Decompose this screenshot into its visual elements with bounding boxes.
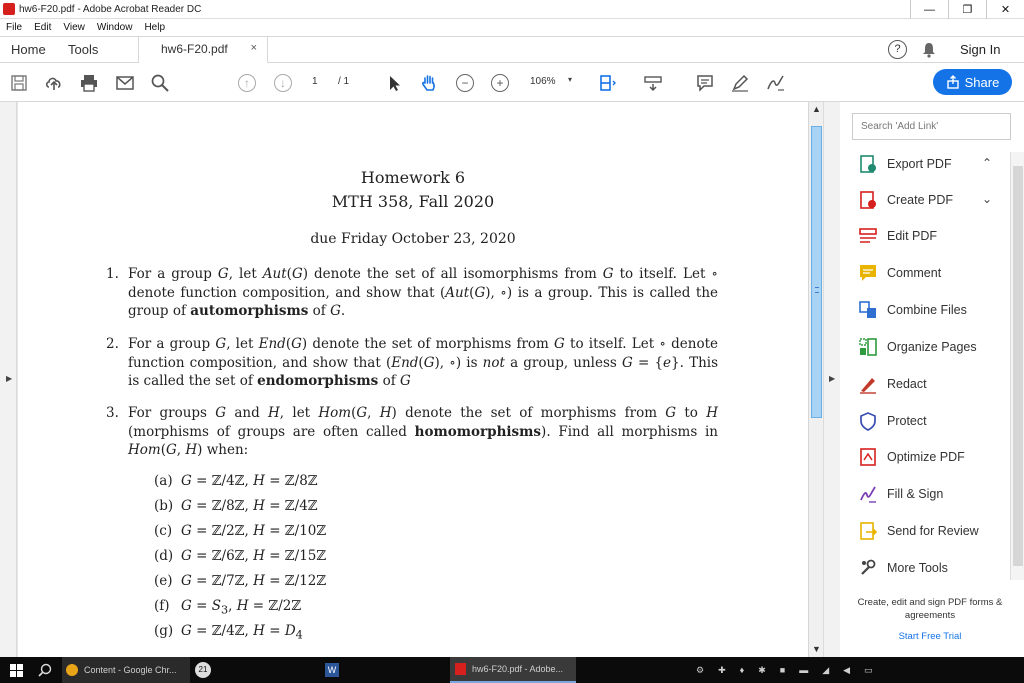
network-icon[interactable]: ◢ xyxy=(822,664,830,675)
part-label: (a) xyxy=(154,473,173,489)
tool-label: Protect xyxy=(887,414,927,428)
tab-tools[interactable]: Tools xyxy=(68,42,99,57)
acrobat-taskbar-icon xyxy=(455,663,466,675)
page-number-input[interactable]: 1 xyxy=(312,76,318,87)
part-e xyxy=(154,573,326,589)
doc-due-date: due Friday October 23, 2020 xyxy=(310,231,516,247)
tools-pane-scrollbar[interactable] xyxy=(1010,152,1024,580)
problem-2 xyxy=(106,335,719,391)
zoom-level[interactable]: 106% xyxy=(530,76,556,87)
part-g xyxy=(154,623,303,642)
zoom-dropdown-icon[interactable]: ▾ xyxy=(568,75,573,84)
expand-left-pane-icon[interactable]: ▶ xyxy=(6,374,13,383)
comment-tool-icon[interactable] xyxy=(695,73,715,93)
organize-pages-icon xyxy=(858,337,878,357)
tray-icon[interactable]: ⚙ xyxy=(696,664,705,675)
left-nav-pane-toggle[interactable] xyxy=(0,102,17,657)
restore-button[interactable]: ❐ xyxy=(948,0,986,19)
acrobat-app-icon xyxy=(3,3,15,15)
tools-search-input[interactable]: Search 'Add Link' xyxy=(852,113,1011,140)
system-tray xyxy=(696,657,873,683)
collapse-right-pane-icon[interactable]: ▶ xyxy=(829,374,836,383)
word-icon: W xyxy=(325,663,339,677)
page-total: / 1 xyxy=(338,76,350,87)
tool-label: Send for Review xyxy=(887,524,979,538)
taskbar-chrome-label: Content - Google Chr... xyxy=(84,665,177,675)
hand-tool-icon[interactable] xyxy=(419,73,439,93)
scrollbar-grip-icon xyxy=(815,287,819,293)
previous-page-icon[interactable]: ↑ xyxy=(238,74,256,92)
tray-icon[interactable]: ▬ xyxy=(799,665,809,675)
part-b xyxy=(154,498,318,514)
start-free-trial-link[interactable]: Start Free Trial xyxy=(898,631,962,642)
tool-redact[interactable] xyxy=(858,374,1008,396)
part-label: (c) xyxy=(154,523,173,539)
taskbar-search-icon[interactable] xyxy=(38,663,52,677)
share-label: Share xyxy=(964,74,1000,90)
taskbar-word[interactable] xyxy=(325,657,339,683)
print-icon[interactable] xyxy=(79,73,99,93)
taskbar-badge-app[interactable] xyxy=(195,657,211,683)
document-scrollbar[interactable] xyxy=(808,102,823,657)
read-mode-icon[interactable] xyxy=(643,73,663,93)
optimize-pdf-icon xyxy=(858,447,878,467)
taskbar-acrobat[interactable] xyxy=(450,657,576,683)
doc-course: MTH 358, Fall 2020 xyxy=(331,192,495,211)
send-review-icon xyxy=(858,521,878,541)
taskbar-acrobat-label: hw6-F20.pdf - Adobe... xyxy=(472,664,564,674)
volume-icon[interactable]: ◀ xyxy=(843,664,851,675)
sign-icon[interactable] xyxy=(766,73,786,93)
tool-label: Organize Pages xyxy=(887,340,977,354)
more-tools-icon xyxy=(858,558,878,578)
create-pdf-icon xyxy=(858,190,878,210)
select-cursor-icon[interactable] xyxy=(384,73,404,93)
problem-text: For a group G, let End(G) denote the set of morphisms from G to itself. Let ∘ denote function composition, and show that (End(G), ∘) is not a group, unless G = {e}. This is called the set of endomorphisms of G xyxy=(128,336,719,389)
tool-more-tools[interactable] xyxy=(858,558,1008,580)
title-bar xyxy=(0,0,1024,19)
tool-create-pdf[interactable] xyxy=(858,190,1008,212)
scroll-up-icon[interactable]: ▲ xyxy=(812,104,821,114)
export-pdf-icon xyxy=(858,154,878,174)
protect-icon xyxy=(858,411,878,431)
part-text: G = ℤ/4ℤ, H = ℤ/8ℤ xyxy=(181,473,318,489)
tool-label: Redact xyxy=(887,377,927,391)
close-tab-icon[interactable]: × xyxy=(250,42,257,54)
windows-taskbar xyxy=(0,657,1024,683)
toolbar xyxy=(0,63,1024,102)
page-display-icon[interactable] xyxy=(598,73,618,93)
part-text: G = ℤ/4ℤ, $H = D_4$ xyxy=(181,623,303,642)
part-label: (e) xyxy=(154,573,173,589)
part-text: $G = S_3$, H = ℤ/2ℤ xyxy=(181,598,302,617)
menu-help[interactable]: Help xyxy=(144,22,166,33)
minimize-button[interactable]: — xyxy=(910,0,948,19)
window-title: hw6-F20.pdf - Adobe Acrobat Reader DC xyxy=(19,3,202,15)
tab-document[interactable] xyxy=(138,37,268,63)
upload-cloud-icon[interactable] xyxy=(44,73,64,93)
tool-edit-pdf[interactable] xyxy=(858,226,1008,248)
fill-sign-icon xyxy=(858,484,878,504)
highlight-pen-icon[interactable] xyxy=(730,73,750,93)
part-f xyxy=(154,598,301,617)
tool-label: Optimize PDF xyxy=(887,450,965,464)
tab-document-label: hw6-F20.pdf xyxy=(161,42,228,56)
bluetooth-icon[interactable]: ✱ xyxy=(758,664,766,675)
tool-fill-sign[interactable] xyxy=(858,484,1008,506)
promo-text: Create, edit and sign PDF forms & agreements xyxy=(857,597,1003,621)
comment-icon xyxy=(858,263,878,283)
tool-label: Edit PDF xyxy=(887,229,938,243)
zoom-in-icon[interactable]: + xyxy=(491,74,509,92)
menu-file[interactable]: File xyxy=(6,22,23,33)
zoom-out-icon[interactable]: − xyxy=(456,74,474,92)
taskbar-chrome[interactable] xyxy=(62,657,190,683)
part-label: (g) xyxy=(154,623,174,639)
combine-files-icon xyxy=(858,300,878,320)
chevron-up-icon[interactable]: ⌃ xyxy=(982,156,993,170)
tool-send-for-review[interactable] xyxy=(858,521,1008,543)
taskbar-badge: 21 xyxy=(195,662,211,678)
tab-home[interactable]: Home xyxy=(11,42,46,57)
help-icon[interactable]: ? xyxy=(888,40,907,59)
part-text: G = ℤ/8ℤ, H = ℤ/4ℤ xyxy=(181,498,318,514)
part-text: G = ℤ/2ℤ, H = ℤ/10ℤ xyxy=(181,523,327,539)
chevron-down-icon[interactable]: ⌄ xyxy=(982,192,993,206)
windows-start-icon[interactable] xyxy=(10,664,23,677)
tool-label: Create PDF xyxy=(887,193,953,207)
tool-label: More Tools xyxy=(887,561,948,575)
problem-number: 3. xyxy=(106,405,119,421)
doc-title: Homework 6 xyxy=(360,168,466,187)
problem-text: For groups G and H, let Hom(G, H) denote the set of morphisms from G to H (morphisms of groups are often called homomorphisms). Find all morphisms in Hom(G, H) when: xyxy=(128,405,718,458)
part-text: G = ℤ/7ℤ, H = ℤ/12ℤ xyxy=(181,573,327,589)
problem-number: 2. xyxy=(106,336,119,352)
tool-organize-pages[interactable] xyxy=(858,337,1008,359)
close-window-button[interactable]: ✕ xyxy=(986,0,1024,19)
redact-icon xyxy=(858,374,878,394)
sign-in-button[interactable]: Sign In xyxy=(960,42,1001,57)
scrollbar-thumb[interactable] xyxy=(811,126,822,418)
pdf-page xyxy=(18,102,808,657)
tools-scrollbar-thumb[interactable] xyxy=(1013,166,1023,566)
part-label: (f) xyxy=(154,598,170,614)
edit-pdf-icon xyxy=(858,226,878,246)
search-icon[interactable] xyxy=(150,73,170,93)
problem-3 xyxy=(106,404,718,460)
tool-label: Combine Files xyxy=(887,303,967,317)
tools-pane xyxy=(840,102,1024,657)
right-pane-toggle[interactable] xyxy=(823,102,840,657)
problem-text: For a group G, let Aut(G) denote the set of all isomorphisms from G to itself. Let ∘ denote function composition, and show that (Aut(G), ∘) is a group. This is called the group of automorphisms of G. xyxy=(128,266,719,319)
menu-view[interactable]: View xyxy=(63,22,85,33)
part-text: G = ℤ/6ℤ, H = ℤ/15ℤ xyxy=(181,548,327,564)
save-icon[interactable] xyxy=(9,73,29,93)
bell-icon[interactable] xyxy=(922,42,936,58)
tray-icon[interactable]: ■ xyxy=(779,665,786,675)
chrome-icon xyxy=(66,664,78,676)
tool-export-pdf[interactable] xyxy=(858,154,1008,176)
part-a xyxy=(154,473,318,489)
part-label: (b) xyxy=(154,498,174,514)
tool-optimize-pdf[interactable] xyxy=(858,447,1008,469)
part-c xyxy=(154,523,326,539)
tray-icon[interactable]: ♦ xyxy=(739,665,745,675)
scroll-down-icon[interactable]: ▼ xyxy=(812,644,821,654)
tab-row xyxy=(0,36,1024,63)
part-d xyxy=(154,548,326,564)
part-label: (d) xyxy=(154,548,174,564)
problem-number: 1. xyxy=(106,266,119,282)
share-icon xyxy=(946,75,960,89)
problem-1 xyxy=(106,265,719,321)
tool-label: Fill & Sign xyxy=(887,487,944,501)
next-page-icon[interactable]: ↓ xyxy=(274,74,292,92)
keyboard-icon[interactable]: ▭ xyxy=(864,664,873,675)
tray-icon[interactable]: ✚ xyxy=(718,664,726,675)
tool-protect[interactable] xyxy=(858,411,1008,433)
tool-label: Comment xyxy=(887,266,942,280)
window-controls xyxy=(910,0,1024,19)
tool-combine-files[interactable] xyxy=(858,300,1008,322)
tool-label: Export PDF xyxy=(887,157,952,171)
menu-edit[interactable]: Edit xyxy=(34,22,52,33)
menu-window[interactable]: Window xyxy=(96,22,133,33)
menu-bar xyxy=(0,19,1024,36)
share-button[interactable] xyxy=(933,69,1012,95)
email-icon[interactable] xyxy=(115,73,135,93)
tool-comment[interactable] xyxy=(858,263,1008,285)
